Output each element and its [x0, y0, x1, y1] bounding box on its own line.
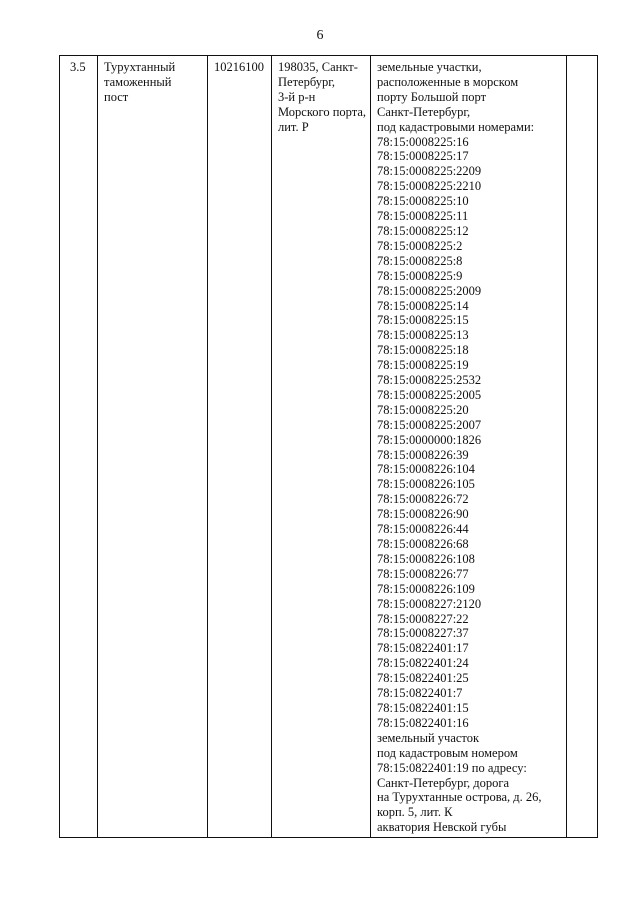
address-line: 3-й р-н: [278, 89, 316, 104]
cadastral-number: 78:15:0008225:2209: [377, 164, 482, 179]
description-intro-line: Санкт-Петербург,: [377, 104, 471, 119]
address-line: Петербург,: [278, 74, 336, 89]
cadastral-number: 78:15:0822401:16: [377, 715, 469, 730]
cadastral-number: 78:15:0822401:25: [377, 671, 469, 686]
cadastral-number: 78:15:0008225:8: [377, 253, 463, 268]
post-name: [104, 60, 204, 105]
cadastral-number: 78:15:0008225:11: [377, 209, 469, 224]
cadastral-number: 78:15:0008227:2120: [377, 596, 482, 611]
description-outro-line: на Турухтанные острова, д. 26,: [377, 790, 542, 805]
customs-post-table: [59, 55, 598, 838]
cadastral-number: 78:15:0008225:18: [377, 343, 469, 358]
cadastral-number: 78:15:0008226:72: [377, 492, 469, 507]
cadastral-number: 78:15:0008225:10: [377, 194, 469, 209]
cadastral-number: 78:15:0008225:17: [377, 149, 469, 164]
cadastral-number: 78:15:0008225:2210: [377, 179, 482, 194]
cadastral-number: 78:15:0008226:44: [377, 522, 469, 537]
cadastral-number: 78:15:0008225:2007: [377, 417, 482, 432]
cadastral-number: 78:15:0008225:16: [377, 134, 469, 149]
cadastral-number: 78:15:0008227:22: [377, 611, 469, 626]
description-outro-line: акватория Невской губы: [377, 820, 507, 835]
cadastral-number: 78:15:0008226:39: [377, 447, 469, 462]
cadastral-number: 78:15:0822401:24: [377, 656, 469, 671]
post-name-cell: [98, 56, 208, 838]
cadastral-number: 78:15:0822401:17: [377, 641, 469, 656]
cadastral-number: 78:15:0008226:68: [377, 537, 469, 551]
post-name-line: Турухтанный: [104, 60, 176, 74]
cadastral-number: 78:15:0008226:108: [377, 551, 475, 566]
address-line: 198035, Санкт-: [278, 60, 358, 74]
description-cell: [371, 56, 567, 838]
cadastral-number: 78:15:0008225:2: [377, 238, 463, 253]
cadastral-number: 78:15:0822401:7: [377, 686, 463, 701]
post-code: 10216100: [214, 60, 264, 74]
cadastral-number: 78:15:0008225:20: [377, 402, 469, 417]
description-outro-line: под кадастровым номером: [377, 745, 518, 760]
row-number: 3.5: [70, 60, 86, 74]
empty-last-cell: [567, 56, 598, 838]
description-outro-line: земельный участок: [377, 730, 480, 745]
cadastral-number: 78:15:0008225:12: [377, 223, 469, 238]
description-intro-line: земельные участки,: [377, 60, 482, 74]
cadastral-number: 78:15:0008225:14: [377, 298, 469, 313]
description-intro-line: под кадастровыми номерами:: [377, 119, 535, 134]
post-address: [278, 60, 367, 135]
description-outro: [377, 731, 563, 835]
cadastral-number: 78:15:0008225:19: [377, 358, 469, 373]
post-name-line: таможенный: [104, 74, 172, 89]
cadastral-number: 78:15:0008226:77: [377, 566, 469, 581]
address-line: Морского порта,: [278, 104, 367, 119]
cadastral-number: 78:15:0008225:9: [377, 268, 463, 283]
cadastral-number: 78:15:0008225:15: [377, 313, 469, 328]
address-cell: [272, 56, 371, 838]
description-intro-line: порту Большой порт: [377, 89, 487, 104]
cadastral-number: 78:15:0008225:2009: [377, 283, 482, 298]
description-outro-line: Санкт-Петербург, дорога: [377, 775, 510, 790]
cadastral-number: 78:15:0008226:105: [377, 477, 475, 492]
cadastral-number: 78:15:0008225:2532: [377, 373, 482, 388]
post-name-line: пост: [104, 89, 129, 104]
cadastral-number: 78:15:0008226:109: [377, 581, 475, 596]
cadastral-number: 78:15:0008226:104: [377, 462, 475, 477]
description-intro: [377, 60, 563, 135]
post-code-cell: [208, 56, 272, 838]
cadastral-number: 78:15:0000000:1826: [377, 432, 482, 447]
table-row: [60, 56, 598, 838]
page-number: 6: [316, 28, 324, 43]
cadastral-number: 78:15:0008227:37: [377, 626, 469, 641]
description-intro-line: расположенные в морском: [377, 74, 519, 89]
description-outro-line: 78:15:0822401:19 по адресу:: [377, 760, 527, 775]
row-number-cell: [60, 56, 98, 838]
cadastral-number-list: [377, 135, 563, 731]
description-outro-line: корп. 5, лит. К: [377, 805, 453, 820]
cadastral-number: 78:15:0008225:13: [377, 328, 469, 343]
cadastral-number: 78:15:0008226:90: [377, 507, 469, 522]
cadastral-number: 78:15:0822401:15: [377, 700, 469, 715]
cadastral-number: 78:15:0008225:2005: [377, 387, 482, 402]
address-line: лит. Р: [278, 119, 309, 134]
